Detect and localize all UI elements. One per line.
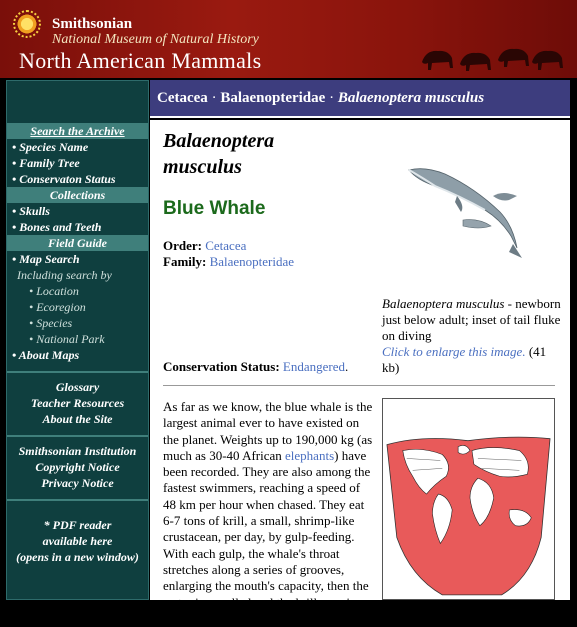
order-label: Order: <box>163 238 202 253</box>
breadcrumb-separator: · <box>329 90 335 106</box>
museum-name[interactable]: National Museum of Natural History <box>52 32 259 47</box>
sidebar-head-collections: Collections <box>7 187 148 203</box>
sidebar-item-about-site[interactable]: About the Site <box>42 412 113 426</box>
description-text: ) have been recorded. They are also among the fastest swimmers, reaching a speed of 48 km per hour when chased. They eat 6-7 tons of krill, a small, shrimp-like crustacean, per day, by gulp-feeding. With each gulp, the whale's throat stretches along a series of grooves, enlarging the mouth's capacity, then the water is expelled and the krill remain, trapped by baleen plates. The blue <box>163 447 371 626</box>
site-header <box>0 0 577 78</box>
sidebar-item-about-maps[interactable]: • About Maps <box>12 348 80 362</box>
sidebar-item-copyright[interactable]: Copyright Notice <box>35 460 120 474</box>
description-paragraph <box>163 399 375 627</box>
conservation-status <box>163 359 348 375</box>
sidebar-divider <box>7 371 148 373</box>
range-map[interactable] <box>382 398 555 600</box>
sidebar-divider <box>7 435 148 437</box>
sidebar-item-smithsonian[interactable]: Smithsonian Institution <box>18 444 137 458</box>
sidebar-item-species-name[interactable]: • Species Name <box>12 140 89 154</box>
breadcrumb-family[interactable]: Balaenopteridae <box>220 90 326 106</box>
sidebar-item-national-park[interactable]: • National Park <box>29 332 105 346</box>
order-link[interactable]: Cetacea <box>205 238 247 253</box>
sidebar-item-skulls[interactable]: • Skulls <box>12 204 50 218</box>
sidebar-item-ecoregion[interactable]: • Ecoregion <box>29 300 86 314</box>
sidebar-item-glossary[interactable]: Glossary <box>55 380 100 394</box>
sidebar-including-label: Including search by <box>17 268 112 282</box>
pdf-reader-note[interactable]: (opens in a new window) <box>16 550 139 564</box>
sidebar-item-species[interactable]: • Species <box>29 316 73 330</box>
pdf-reader-note[interactable]: * PDF reader <box>43 518 112 532</box>
image-caption <box>382 296 562 376</box>
elephants-link[interactable]: elephants <box>285 447 335 463</box>
conservation-period: . <box>345 359 349 374</box>
sidebar-head-search[interactable]: Search the Archive <box>7 123 148 139</box>
caption-species: Balaenoptera musculus <box>382 296 505 311</box>
taxonomy-block <box>163 238 294 270</box>
sidebar-item-teacher-resources[interactable]: Teacher Resources <box>30 396 125 410</box>
breadcrumb-species: Balaenoptera musculus <box>337 90 485 106</box>
blue-whale-image[interactable] <box>405 160 530 260</box>
sidebar-item-location[interactable]: • Location <box>29 284 79 298</box>
breadcrumb-order[interactable]: Cetacea <box>157 90 208 106</box>
family-link[interactable]: Balaenopteridae <box>209 254 295 269</box>
common-name: Blue Whale <box>163 198 266 219</box>
breadcrumb-separator: · <box>211 90 217 106</box>
conservation-label: Conservation Status: <box>163 359 280 374</box>
sidebar-head-field-guide: Field Guide <box>7 235 148 251</box>
enlarge-image-link[interactable]: Click to enlarge this image. <box>382 344 526 359</box>
caption-size: (41 kb) <box>382 344 547 375</box>
main-content <box>150 120 570 626</box>
pdf-reader-note[interactable]: available here <box>42 534 113 548</box>
institution-name[interactable]: Smithsonian <box>52 16 133 32</box>
sidebar-item-map-search[interactable]: • Map Search <box>12 252 80 266</box>
conservation-link[interactable]: Endangered <box>282 359 345 374</box>
sidebar-item-conservation-status[interactable]: • Conservaton Status <box>12 172 116 186</box>
sidebar-item-privacy[interactable]: Privacy Notice <box>41 476 114 490</box>
sidebar-item-bones-teeth[interactable]: • Bones and Teeth <box>12 220 102 234</box>
site-title: North American Mammals <box>19 48 262 73</box>
breadcrumb <box>150 80 570 118</box>
musk-oxen-silhouette-icon <box>420 40 565 74</box>
divider <box>163 385 555 386</box>
family-label: Family: <box>163 254 207 269</box>
caption-text: - newborn just below adult; inset of tail fluke on diving <box>382 296 561 343</box>
sidebar-item-family-tree[interactable]: • Family Tree <box>12 156 80 170</box>
page-title: Balaenoptera musculus <box>163 130 275 178</box>
smithsonian-sun-logo-icon[interactable] <box>13 10 41 38</box>
sidebar-divider <box>7 499 148 501</box>
sidebar-nav <box>6 80 149 600</box>
description-text: As far as we know, the blue whale is the largest animal ever to have existed on the planet. Weights up to 190,000 kg (as much as 30-40 African <box>163 399 373 463</box>
